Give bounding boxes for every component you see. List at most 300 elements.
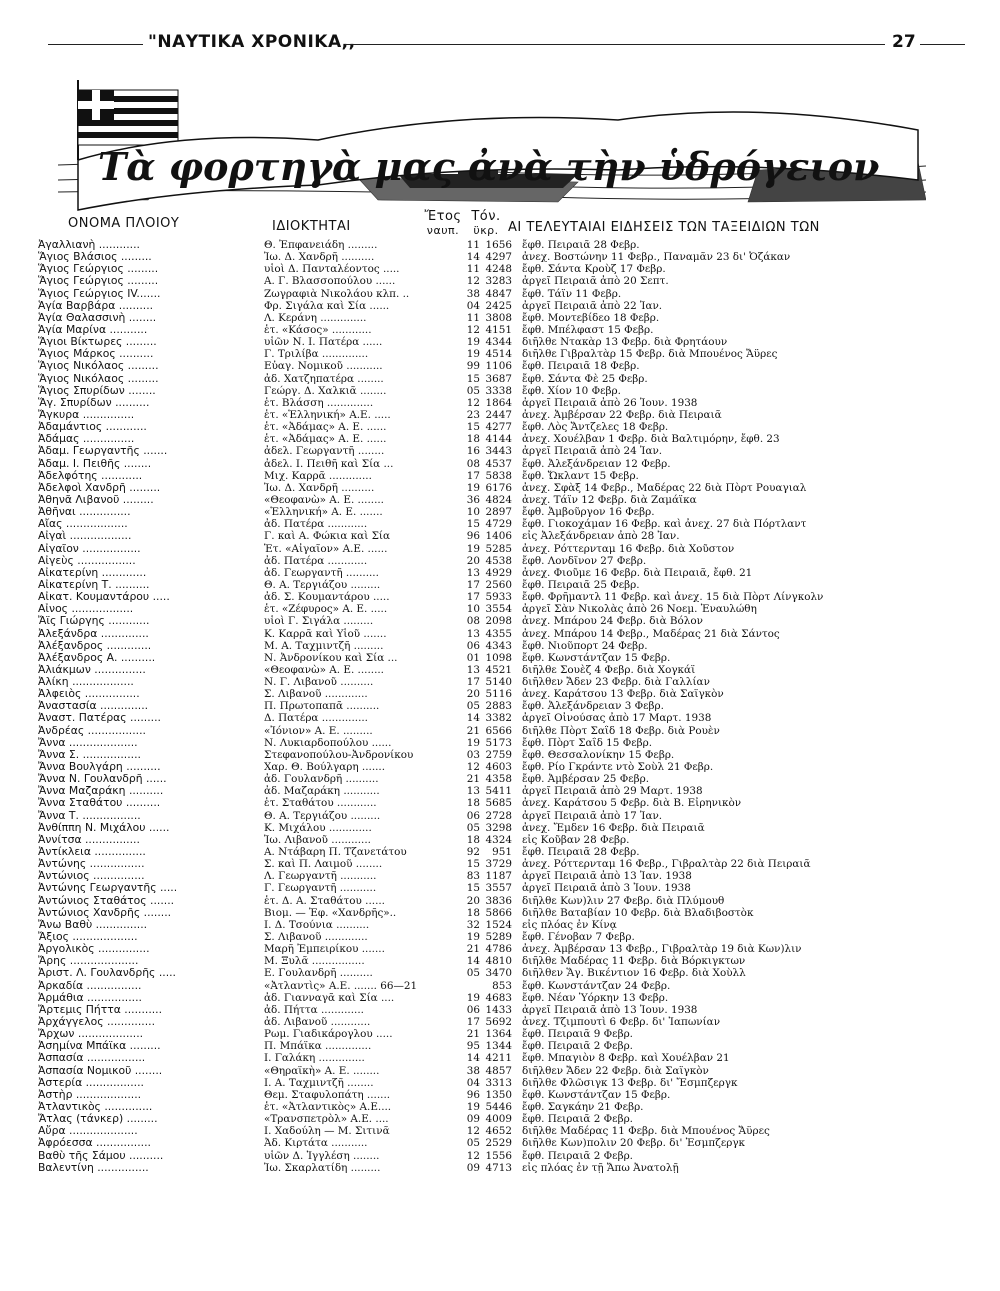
table-row <box>38 737 988 749</box>
table-row <box>38 409 988 421</box>
table-row <box>38 470 988 482</box>
owner-name: Γεώργ. Δ. Χαλκιᾶ ........ <box>264 384 387 397</box>
ship-name: Ἀστερία ................. <box>38 1076 144 1089</box>
table-row <box>38 967 988 979</box>
build-year: 16 <box>466 445 480 458</box>
build-year: 19 <box>466 736 480 749</box>
tonnage: 2098 <box>485 615 512 628</box>
table-row <box>38 1101 988 1113</box>
tonnage: 5692 <box>485 1016 512 1028</box>
owner-name: ἀδ. Μαζαράκη ........... <box>264 785 380 798</box>
tonnage: 3557 <box>485 882 512 895</box>
ship-name: Ἀλέξανδρος Α. .......... <box>38 651 156 664</box>
ship-name: Αἰκατερίνη ............. <box>38 566 147 579</box>
table-row <box>38 797 988 809</box>
table-row <box>38 992 988 1004</box>
tonnage: 4847 <box>485 287 512 300</box>
build-year: 96 <box>466 530 480 543</box>
ship-name: Ἅγιος Σπυρίδων ........ <box>38 384 156 397</box>
owner-name: Ἰω. Σκαρλατίδη ......... <box>264 1161 381 1174</box>
tonnage: 2447 <box>485 408 512 421</box>
owner-name: Ν. Ἀνδρονίκου καὶ Σία ... <box>264 651 398 664</box>
ship-name: Ἀδελφότης ............ <box>38 469 143 482</box>
owner-name: Λ. Κεράνη .............. <box>264 311 367 324</box>
table-row <box>38 300 988 312</box>
owner-name: «Θηραϊκὴ» Α. Ε. ........ <box>264 1064 380 1077</box>
table-row <box>38 518 988 530</box>
tonnage: 2728 <box>485 809 512 822</box>
voyage-news: διῆλθεν Ἄδεν 23 Φεβρ. διὰ Γαλλίαν <box>522 676 710 689</box>
tonnage: 4521 <box>485 663 512 676</box>
table-row <box>38 907 988 919</box>
build-year: 05 <box>466 821 480 834</box>
build-year: 12 <box>466 323 480 336</box>
voyage-news: ἔφθ. Νέαν Ὑόρκην 13 Φεβρ. <box>522 991 669 1004</box>
tonnage: 3729 <box>485 858 512 871</box>
voyage-news: ἀργεῖ Πειραιᾶ ἀπὸ 13 Ἰαν. 1938 <box>522 870 692 883</box>
table-row <box>38 445 988 457</box>
owner-name: ἑτ. «Ἀτλαντικὸς» Α.Ε.... <box>264 1100 392 1113</box>
table-row <box>38 725 988 737</box>
owner-name: Ἰω. Λιβανοῦ ............ <box>264 833 371 846</box>
build-year: 14 <box>466 251 480 264</box>
build-year: 05 <box>466 1137 480 1150</box>
ship-name: Βαλεντίνη ............... <box>38 1161 149 1174</box>
owner-name: υἱοὶ Γ. Σιγάλα ......... <box>264 615 374 628</box>
tonnage: 4324 <box>485 833 512 846</box>
owner-name: υἱῶν Ν. Ι. Πατέρα ...... <box>264 336 383 349</box>
ship-name: Ἄρχων ................... <box>38 1028 144 1041</box>
tonnage: 6566 <box>485 724 512 737</box>
build-year: 05 <box>466 700 480 713</box>
tonnage: 5285 <box>485 542 512 555</box>
build-year: 12 <box>466 761 480 774</box>
table-row <box>38 1052 988 1064</box>
table-row <box>38 785 988 797</box>
ship-name: Ἅγιος Βλάσιος ......... <box>38 251 152 264</box>
ship-name: Ἀθηνᾶ Λιβανοῦ ......... <box>38 493 154 506</box>
build-year: 18 <box>466 797 480 810</box>
voyage-news: ἔφθ. Ἀλεξάνδρειαν 3 Φεβρ. <box>522 700 664 713</box>
build-year: 17 <box>466 469 480 482</box>
owner-name: Θεμ. Σταφυλοπάτη ....... <box>264 1088 391 1101</box>
voyage-news: εἰς Κοῦβαν 28 Φεβρ. <box>522 833 630 846</box>
table-row <box>38 822 988 834</box>
table-row <box>38 494 988 506</box>
tonnage: 4786 <box>485 943 512 956</box>
tonnage: 4297 <box>485 251 512 264</box>
tonnage: 3470 <box>485 967 512 980</box>
voyage-news: ἔφθ. Πειραιᾶ 18 Φεβρ. <box>522 360 640 373</box>
tonnage: 1187 <box>485 870 512 883</box>
table-row <box>38 980 988 992</box>
column-header-year-line2: ναυπ. <box>426 224 460 237</box>
build-year: 96 <box>466 1088 480 1101</box>
ship-name: Ἀντώνιος ............... <box>38 870 145 883</box>
build-year: 11 <box>466 263 480 276</box>
tonnage: 5116 <box>485 688 512 701</box>
owner-name: Φρ. Σιγάλα καὶ Σία ...... <box>264 299 390 312</box>
build-year: 08 <box>466 457 480 470</box>
column-header-tonnage-line1: Τόν. <box>471 209 501 224</box>
tonnage: 1364 <box>485 1028 512 1041</box>
ship-name: Ἀντώνιος Σταθάτος ....... <box>38 894 175 907</box>
ship-name: Ἀλιάκμων ............... <box>38 663 146 676</box>
owner-name: Ν. Λυκιαρδοπούλου ...... <box>264 736 392 749</box>
build-year: 32 <box>466 918 480 931</box>
owner-name: Ε. Γουλανδρῆ .......... <box>264 967 373 980</box>
ship-name: Ἄγκυρα ............... <box>38 408 135 421</box>
table-row <box>38 1016 988 1028</box>
owner-name: ἑτ. Δ. Α. Σταθάτου ...... <box>264 894 385 907</box>
tonnage: 4713 <box>485 1161 512 1174</box>
tonnage: 3554 <box>485 603 512 616</box>
voyage-news: ἔφθ. Πειραιᾶ 9 Φεβρ. <box>522 1028 633 1041</box>
table-row <box>38 1028 988 1040</box>
voyage-news: ἔφθ. Ἀμβέρσαν 25 Φεβρ. <box>522 773 650 786</box>
owner-name: ἀδ. Χατζηπατέρα ........ <box>264 372 384 385</box>
voyage-news: ἀνεχ. Καράτσου 13 Φεβρ. διὰ Σαϊγκὸν <box>522 688 724 701</box>
build-year: 04 <box>466 299 480 312</box>
tonnage: 3313 <box>485 1076 512 1089</box>
voyage-news: ἀργεῖ Πειραιᾶ ἀπὸ 24 Ἰαν. <box>522 445 663 458</box>
tonnage: 1433 <box>485 1003 512 1016</box>
page-number: 27 <box>892 32 916 52</box>
table-row <box>38 846 988 858</box>
owner-name: Γ. Γεωργαντῆ ........... <box>264 882 377 895</box>
build-year: 19 <box>466 542 480 555</box>
voyage-news: ἔφθ. Πειραιᾶ 28 Φεβρ. <box>522 239 640 251</box>
voyage-news: ἀνεχ. Χουέλβαν 1 Φεβρ. διὰ Βαλτιμόρην, ἔφθ. 23 <box>522 433 780 446</box>
owner-name: Ν. Γ. Λιβανοῦ .......... <box>264 676 374 689</box>
owner-name: Ι. Γαλάκη .............. <box>264 1052 365 1065</box>
ship-name: Ἀδαμ. Γεωργαντῆς ....... <box>38 445 168 458</box>
ship-name: Ἀρκαδία ................ <box>38 979 142 992</box>
owner-name: Γ. Τριλίβα .............. <box>264 348 369 361</box>
owner-name: ἑτ. «Ἑλληνική» Α.Ε. ..... <box>264 408 391 421</box>
tonnage: 2897 <box>485 506 512 519</box>
owner-name: Λ. Γεωργαντῆ ........... <box>264 870 377 883</box>
build-year: 21 <box>466 724 480 737</box>
ship-name: Ἀλφειὸς ................ <box>38 688 140 701</box>
owner-name: ἀδ. Γουλανδρῆ .......... <box>264 773 379 786</box>
voyage-news: ἔφθ. Πειραιᾶ 2 Φεβρ. <box>522 1113 633 1126</box>
ship-name: Ἀδελφοὶ Χανδρῆ ......... <box>38 481 161 494</box>
owner-name: Π. Πρωτοπαπᾶ .......... <box>264 700 380 713</box>
build-year: 17 <box>466 578 480 591</box>
build-year: 19 <box>466 336 480 349</box>
table-row <box>38 919 988 931</box>
build-year: 18 <box>466 833 480 846</box>
tonnage: 4009 <box>485 1113 512 1126</box>
tonnage: 6176 <box>485 481 512 494</box>
owner-name: ἀδ. Λιβανοῦ ............ <box>264 1016 371 1028</box>
voyage-news: διῆλθε Μαδέρας 11 Φεβρ. διὰ Μπουένος Ἄϋρες <box>522 1125 770 1138</box>
table-row <box>38 955 988 967</box>
table-row <box>38 555 988 567</box>
voyage-news: ἔφθ. Γιοκοχάμαν 16 Φεβρ. καὶ ἀνεχ. 27 διὰ Πόρτλαντ <box>522 518 807 531</box>
owner-name: υἱοὶ Δ. Πανταλέοντος ..... <box>264 263 400 276</box>
build-year: 17 <box>466 591 480 604</box>
owner-name: Βιομ. — Ἐφ. «Χανδρῆς».. <box>264 906 397 919</box>
voyage-news: ἀνεχ. Ἀμβέρσαν 22 Φεβρ. διὰ Πειραιᾶ <box>522 408 722 421</box>
tonnage: 1524 <box>485 918 512 931</box>
tonnage: 4151 <box>485 323 512 336</box>
ship-name: Ἅγιος Γεώργιος ......... <box>38 263 159 276</box>
build-year: 15 <box>466 518 480 531</box>
build-year: 17 <box>466 1016 480 1028</box>
table-row <box>38 385 988 397</box>
table-row <box>38 761 988 773</box>
header-rule-right <box>920 44 965 45</box>
tonnage: 5289 <box>485 931 512 944</box>
table-row <box>38 239 988 251</box>
build-year: 04 <box>466 1076 480 1089</box>
owner-name: Μ. Α. Ταχμιντζῆ ......... <box>264 639 384 652</box>
build-year: 10 <box>466 603 480 616</box>
voyage-news: ἀργεῖ Πειραιᾶ ἀπὸ 26 Ἰουν. 1938 <box>522 396 698 409</box>
table-row <box>38 615 988 627</box>
owner-name: Θ. Α. Τεργιάζου ......... <box>264 578 381 591</box>
table-row <box>38 749 988 761</box>
table-row <box>38 640 988 652</box>
build-year: 95 <box>466 1040 480 1053</box>
owner-name: ἑτ. «Κάσος» ............ <box>264 323 372 336</box>
build-year: 83 <box>466 870 480 883</box>
owner-name: Χαρ. Θ. Βούλγαρη ....... <box>264 761 386 774</box>
tonnage: 1864 <box>485 396 512 409</box>
ship-name: Αἰκατ. Κουμαντάρου ..... <box>38 591 170 604</box>
tonnage: 4929 <box>485 566 512 579</box>
voyage-news: ἔφθ. Ὤκλαντ 15 Φεβρ. <box>522 469 639 482</box>
tonnage: 1406 <box>485 530 512 543</box>
ship-name: Ἀσπασία ................. <box>38 1052 146 1065</box>
voyage-news: ἔφθ. Λονδῖνον 27 Φεβρ. <box>522 554 647 567</box>
tonnage: 5866 <box>485 906 512 919</box>
owner-name: Ἰω. Δ. Χανδρῆ .......... <box>264 251 375 264</box>
table-row <box>38 348 988 360</box>
build-year: 05 <box>466 384 480 397</box>
ship-name: Αὔρα .................... <box>38 1125 138 1138</box>
voyage-news: εἰς πλόας ἐν τῇ Ἄπω Ἀνατολῇ <box>522 1161 679 1174</box>
section-banner-illustration <box>58 70 926 212</box>
voyage-news: διῆλθε Βαταβίαν 10 Φεβρ. διὰ Βλαδιβοστὸκ <box>522 906 754 919</box>
owner-name: Σ. καὶ Π. Λαιμοῦ ........ <box>264 858 383 871</box>
tonnage: 4652 <box>485 1125 512 1138</box>
magazine-title: "ΝΑΥΤΙΚΑ ΧΡΟΝΙΚΑ,, <box>148 32 356 52</box>
owner-name: ἑτ. «Ζέφυρος» Α. Ε. ..... <box>264 603 388 616</box>
owner-name: «Θεοφανὼ» Α. Ε. ........ <box>264 663 384 676</box>
tonnage: 3338 <box>485 384 512 397</box>
voyage-news: ἔφθ. Φρῆμαντλ 11 Φεβρ. καὶ ἀνεχ. 15 διὰ Πὸρτ Λίνγκολν <box>522 591 824 604</box>
voyage-news: ἔφθ. Τάϊν 11 Φεβρ. <box>522 287 622 300</box>
ship-name: Ἁγία Θαλασσινὴ ........ <box>38 311 157 324</box>
column-header-tonnage-line2: ϋκρ. <box>473 224 499 237</box>
build-year: 21 <box>466 943 480 956</box>
ship-name: Ἀσπασία Νομικοῦ ........ <box>38 1064 163 1077</box>
ship-name: Ἀλεξάνδρα .............. <box>38 627 149 640</box>
table-row <box>38 870 988 882</box>
voyage-news: ἔφθ. Νιοῦπορτ 24 Φεβρ. <box>522 639 648 652</box>
voyage-news: ἔφθ. Ἀμβοῦργον 16 Φεβρ. <box>522 506 655 519</box>
owner-name: ἀδ. Γεωργαντῆ .......... <box>264 566 379 579</box>
tonnage: 4211 <box>485 1052 512 1065</box>
voyage-news: ἀνεχ. Τάϊν 12 Φεβρ. διὰ Ζαμάϊκα <box>522 493 697 506</box>
build-year: 14 <box>466 712 480 725</box>
owner-name: «Θεοφανὼ» Α. Ε. ........ <box>264 493 384 506</box>
build-year: 36 <box>466 493 480 506</box>
ship-name: Ἄτλας (τάνκερ) ......... <box>38 1113 158 1126</box>
tonnage: 1656 <box>485 239 512 251</box>
table-row <box>38 591 988 603</box>
tonnage: 5446 <box>485 1100 512 1113</box>
table-row <box>38 810 988 822</box>
tonnage: 3283 <box>485 275 512 288</box>
voyage-news: ἀνεχ. Σφὰξ 14 Φεβρ., Μαδέρας 22 διὰ Πὸρτ Ρουαγιαλ <box>522 481 807 494</box>
voyage-news: ἀργεῖ Πειραιᾶ ἀπὸ 29 Μαρτ. 1938 <box>522 785 703 798</box>
tonnage: 4355 <box>485 627 512 640</box>
ship-name: Ἅγιοι Βίκτωρες ......... <box>38 336 157 349</box>
owner-name: Σ. Λιβανοῦ ............. <box>264 688 368 701</box>
table-row <box>38 263 988 275</box>
tonnage: 5140 <box>485 676 512 689</box>
voyage-news: ἀργεῖ Οἰνούσας ἀπὸ 17 Μαρτ. 1938 <box>522 712 712 725</box>
table-row <box>38 397 988 409</box>
tonnage: 3382 <box>485 712 512 725</box>
ship-name: Ἅγιος Γεώργιος ......... <box>38 275 159 288</box>
table-row <box>38 700 988 712</box>
ship-name: Αἴας .................. <box>38 518 128 531</box>
tonnage: 1106 <box>485 360 512 373</box>
voyage-news: ἀργεῖ Πειραιᾶ ἀπὸ 22 Ἰαν. <box>522 299 663 312</box>
ship-name: Ἄρης .................... <box>38 955 139 968</box>
voyage-news: ἀργεῖ Σὰν Νικολὰς ἀπὸ 26 Νοεμ. Ἐναυλώθη <box>522 603 757 616</box>
header-rule-middle <box>345 44 885 45</box>
owner-name: «Ἰόνιον» Α. Ε. ......... <box>264 724 373 737</box>
ship-name: Ἀνθίππη Ν. Μιχάλου ...... <box>38 821 170 834</box>
owner-name: ἀδ. Γιανναγᾶ καὶ Σία .... <box>264 991 395 1004</box>
build-year: 92 <box>466 846 480 859</box>
ship-name: Ἀναστασία .............. <box>38 700 149 713</box>
build-year: 03 <box>466 748 480 761</box>
build-year: 21 <box>466 773 480 786</box>
ship-name: Ἄϊς Γιώργης ............ <box>38 615 150 628</box>
ship-name: Ἄννα .................... <box>38 736 138 749</box>
build-year: 99 <box>466 360 480 373</box>
tonnage: 853 <box>492 979 512 992</box>
build-year: 17 <box>466 676 480 689</box>
owner-name: Ἑτ. «Αἰγαῖον» Α.Ε. ...... <box>264 542 388 555</box>
ship-name: Ἀτλαντικὸς .............. <box>38 1100 153 1113</box>
owner-name: Θ. Ἐπφανειάδη ......... <box>264 239 378 251</box>
voyage-news: ἀνεχ. Φιοῦμε 16 Φεβρ. διὰ Πειραιᾶ, ἔφθ. 21 <box>522 566 753 579</box>
tonnage: 4144 <box>485 433 512 446</box>
tonnage: 5411 <box>485 785 512 798</box>
header-rule-left <box>48 44 143 45</box>
voyage-news: ἀνεχ. Ρόττερνταμ 16 Φεβρ. διὰ Χοῦστον <box>522 542 735 555</box>
tonnage: 4343 <box>485 639 512 652</box>
ship-name: Ἀνδρέας ................. <box>38 724 146 737</box>
build-year: 09 <box>466 1161 480 1174</box>
ship-name: Ἁγία Μαρίνα ........... <box>38 323 148 336</box>
voyage-news: εἰς Ἀλεξάνδρειαν ἀπὸ 28 Ἰαν. <box>522 530 680 543</box>
ship-name: Ἀρχάγγελος .............. <box>38 1016 156 1028</box>
tonnage: 4683 <box>485 991 512 1004</box>
owner-name: «Τρανσπετρὸλ» Α.Ε. .... <box>264 1113 389 1126</box>
ship-name: Ἅγιος Μάρκος .......... <box>38 348 154 361</box>
owner-name: Ι. Χαδούλη — Μ. Σιτινᾶ <box>264 1125 390 1138</box>
voyage-news: ἔφθ. Θεσσαλονίκην 15 Φεβρ. <box>522 748 675 761</box>
tonnage: 1350 <box>485 1088 512 1101</box>
column-header-year <box>418 210 468 238</box>
column-header-year-line1: Ἔτος <box>424 209 462 224</box>
table-row <box>38 834 988 846</box>
build-year: 06 <box>466 639 480 652</box>
voyage-news: ἔφθ. Μοντεβίδεο 18 Φεβρ. <box>522 311 660 324</box>
voyage-news: διῆλθεν Ἅγ. Βικέντιον 16 Φεβρ. διὰ Χοὺλλ <box>522 967 746 980</box>
voyage-news: ἔφθ. Πὸρτ Σαῒδ 15 Φεβρ. <box>522 736 653 749</box>
tonnage: 2883 <box>485 700 512 713</box>
ship-name: Ἄννα Βουλγάρη .......... <box>38 761 161 774</box>
tonnage: 4824 <box>485 493 512 506</box>
ship-name: Ἄννα Τ. ................. <box>38 809 141 822</box>
tonnage: 4729 <box>485 518 512 531</box>
voyage-news: ἔφθ. Γένοβαν 7 Φεβρ. <box>522 931 635 944</box>
table-row <box>38 360 988 372</box>
table-row <box>38 931 988 943</box>
build-year: 15 <box>466 372 480 385</box>
build-year: 15 <box>466 858 480 871</box>
owner-name: Δ. Πατέρα .............. <box>264 712 368 725</box>
owner-name: Μαρῆ Ἐμπειρίκου ....... <box>264 943 385 956</box>
tonnage: 3808 <box>485 311 512 324</box>
ship-name: Ἀδαμ. Ι. Πειθῆς ........ <box>38 457 152 470</box>
owner-name: «Ἑλληνική» Α. Ε. ....... <box>264 506 383 519</box>
table-row <box>38 567 988 579</box>
voyage-news: διῆλθε Ντακὰρ 13 Φεβρ. διὰ Φρητάουν <box>522 336 728 349</box>
owner-name: Α. Γ. Βλασσοπούλου ...... <box>264 275 396 288</box>
owner-name: Μ. Ξυλᾶ ................ <box>264 955 365 968</box>
ship-name: Ἀθῆναι ............... <box>38 506 131 519</box>
table-row <box>38 288 988 300</box>
build-year: 13 <box>466 663 480 676</box>
owner-name: Ζωγραφιὰ Νικολάου κλπ. .. <box>264 287 410 300</box>
voyage-news: ἀργεῖ Πειραιᾶ ἀπὸ 3 Ἰουν. 1938 <box>522 882 691 895</box>
build-year: 38 <box>466 1064 480 1077</box>
owner-name: ἑτ. Σταθάτου ............ <box>264 797 377 810</box>
ship-name: Ἀστὴρ ................... <box>38 1088 142 1101</box>
banner-heading: Τὰ φορτηγὰ μας ἀνὰ τὴν ὑδρόγειον <box>98 144 880 189</box>
voyage-news: ἔφθ. Σάντα Φὲ 25 Φεβρ. <box>522 372 648 385</box>
tonnage: 5685 <box>485 797 512 810</box>
voyage-news: ἔφθ. Πειραιᾶ 25 Φεβρ. <box>522 578 640 591</box>
table-row <box>38 275 988 287</box>
ship-name: Αἰκατερίνη Τ. .......... <box>38 578 150 591</box>
ship-name: Ἁγία Βαρβάρα .......... <box>38 299 154 312</box>
voyage-news: ἀργεῖ Πειραιᾶ ἀπὸ 17 Ἰαν. <box>522 809 663 822</box>
build-year: 19 <box>466 1100 480 1113</box>
owner-name: Ι. Α. Ταχμιντζῆ ........ <box>264 1076 374 1089</box>
owner-name: υἱῶν Δ. Ἰγγλέση ........ <box>264 1149 380 1162</box>
table-row <box>38 421 988 433</box>
owner-name: Μιχ. Καρρᾶ ............. <box>264 469 372 482</box>
table-row <box>38 1125 988 1137</box>
tonnage: 2759 <box>485 748 512 761</box>
voyage-news: ἔφθ. Σαγκάην 21 Φεβρ. <box>522 1100 644 1113</box>
owner-name: ἑτ. «Ἀδάμας» Α. Ε. ...... <box>264 433 387 446</box>
column-header-news: ΑΙ ΤΕΛΕΥΤΑΙΑΙ ΕΙΔΗΣΕΙΣ ΤΩΝ ΤΑΞΕΙΔΙΩΝ ΤΩΝ <box>508 220 820 235</box>
tonnage: 1098 <box>485 651 512 664</box>
